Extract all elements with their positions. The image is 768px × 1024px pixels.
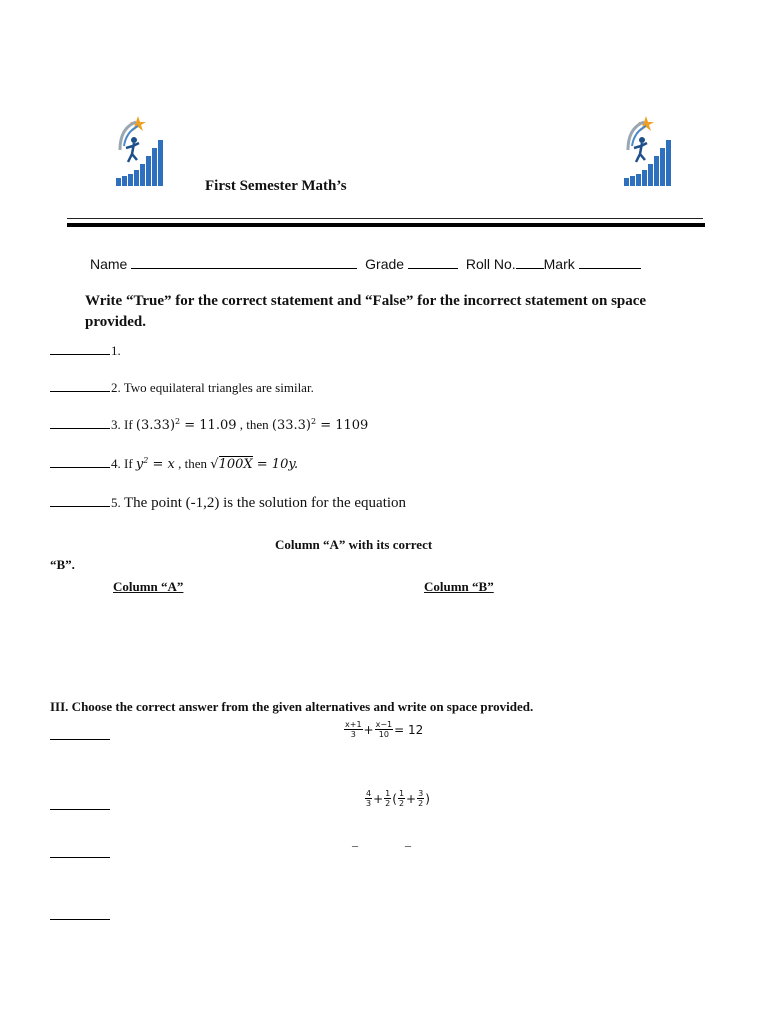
header-divider-thin xyxy=(67,218,703,219)
mc-question-3-mark-b: – xyxy=(405,838,411,852)
question-text: Two equilateral triangles are similar. xyxy=(123,380,314,395)
grade-blank[interactable] xyxy=(408,267,458,269)
question-5: 5. The point (-1,2) is the solution for the equation xyxy=(50,495,406,512)
question-3: 3. If $(3.33)^2 = 11.09$ , then $(33.3)^2 = 1109$ xyxy=(50,417,368,433)
grade-label: Grade xyxy=(365,256,405,272)
mc-answer-blank-4[interactable] xyxy=(50,907,110,925)
mc-answer-blank-2[interactable] xyxy=(50,797,110,815)
mc-question-3-mark-a: – xyxy=(352,838,358,852)
answer-blank[interactable] xyxy=(50,505,110,507)
mc-question-1-equation: $\frac{x+1}{3}$ + $\frac{x-1}{10}$ = 12 xyxy=(345,720,424,739)
page-title: First Semester Math’s xyxy=(205,178,347,194)
matching-heading-continued: “B”. xyxy=(50,557,75,572)
answer-blank[interactable] xyxy=(50,466,110,468)
mc-answer-blank-1[interactable] xyxy=(50,727,110,745)
question-2: 2. Two equilateral triangles are similar. xyxy=(50,380,314,396)
matching-heading: Column “A” with its correct xyxy=(275,537,433,552)
question-4: 4. If $y^2 = x$ , then √100X = 10y. xyxy=(50,456,298,472)
school-logo-right xyxy=(620,110,676,190)
multiple-choice-instruction: III. Choose the correct answer from the given alternatives and write on space provided. xyxy=(50,699,534,714)
mc-answer-blank-3[interactable] xyxy=(50,845,110,863)
mark-label: Mark xyxy=(543,256,575,272)
column-a-header: Column “A” xyxy=(113,579,184,594)
question-text: The point (-1,2) is the solution for the equation xyxy=(124,495,407,511)
header-divider-thick xyxy=(67,223,705,227)
question-1: 1. xyxy=(50,343,121,359)
roll-blank[interactable] xyxy=(516,267,544,269)
answer-blank[interactable] xyxy=(50,427,110,429)
mark-blank[interactable] xyxy=(579,267,641,269)
roll-label: Roll No. xyxy=(465,256,516,272)
true-false-instruction: Write “True” for the correct statement and “False” for the incorrect statement on space provided. xyxy=(85,293,647,330)
name-label: Name xyxy=(90,256,128,272)
column-b-header: Column “B” xyxy=(424,579,494,594)
school-logo-left xyxy=(112,110,168,190)
name-blank[interactable] xyxy=(131,267,357,269)
student-info-line xyxy=(90,256,641,272)
answer-blank[interactable] xyxy=(50,353,110,355)
answer-blank[interactable] xyxy=(50,390,110,392)
mc-question-2-expression: $\frac{4}{3}$ + $\frac{1}{2}$ ( $\frac{1}{2}$ + $\frac{3}{2}$ ) xyxy=(366,789,430,808)
